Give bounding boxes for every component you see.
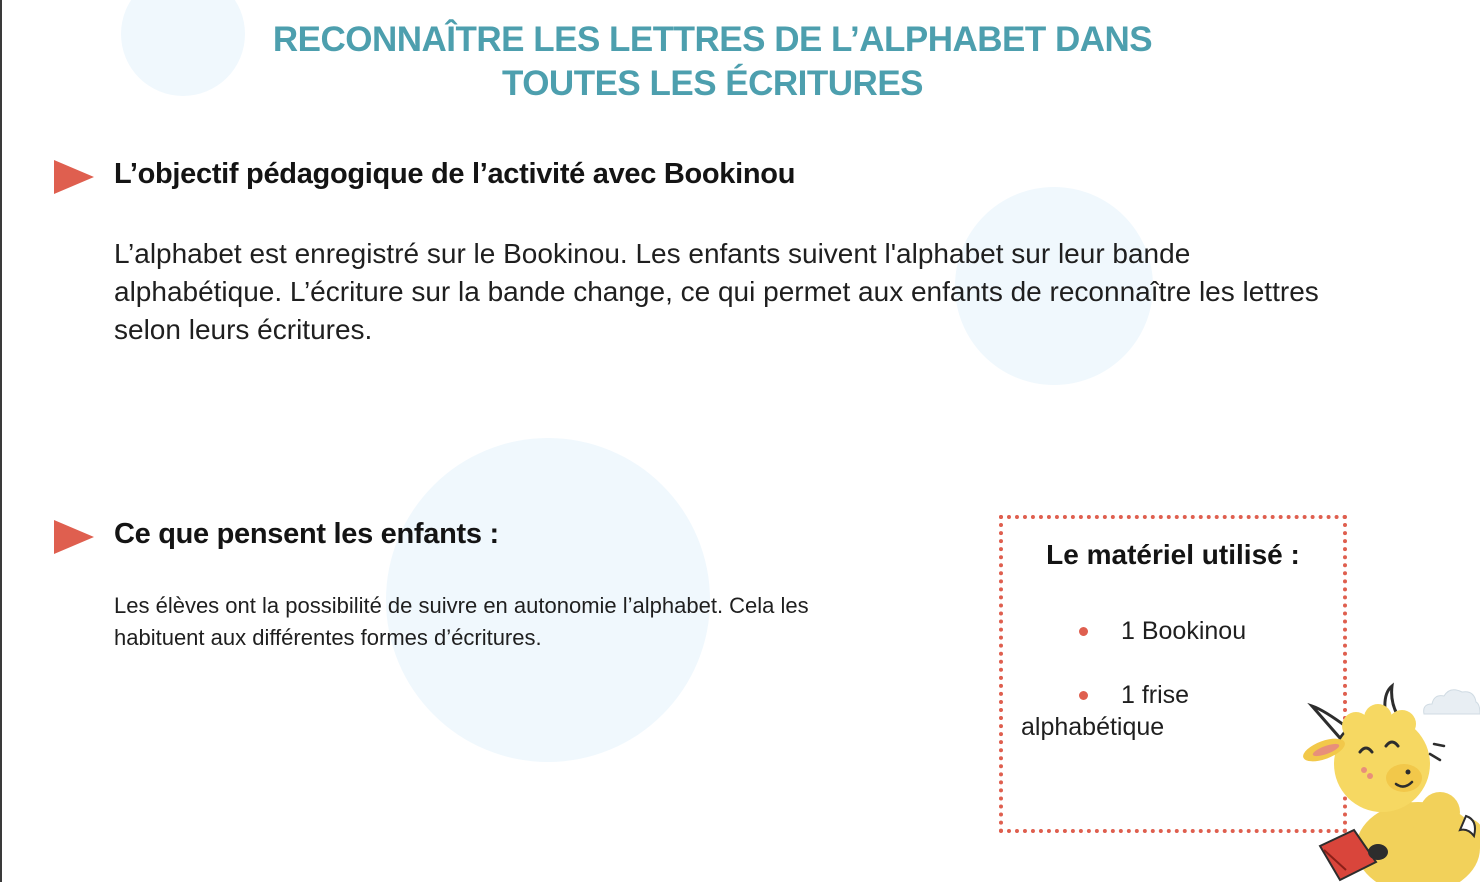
materials-title: Le matériel utilisé :: [1046, 539, 1300, 570]
bullet-dot-icon: [1079, 627, 1088, 636]
bullet-dot-icon: [1079, 691, 1088, 700]
material-label: 1 frise alphabétique: [1021, 681, 1190, 741]
page-title: [200, 18, 1225, 106]
triangle-arrow-icon: [54, 520, 94, 554]
goat-mascot-icon: [1290, 680, 1480, 882]
triangle-arrow-icon: [54, 160, 94, 194]
children-text: Les élèves ont la possibilité de suivre en autonomie l’alphabet. Cela les habituent aux différentes formes d’écritures.: [114, 593, 809, 650]
material-label: 1 Bookinou: [1121, 617, 1247, 645]
left-border: [0, 0, 2, 882]
list-item: [1003, 615, 1343, 647]
list-item: [1003, 679, 1271, 743]
page-title-line-2: TOUTES LES ÉCRITURES: [501, 64, 924, 103]
objective-text: L’alphabet est enregistré sur le Bookinou. Les enfants suivent l'alphabet sur leur bande alphabétique. L’écriture sur la bande change, ce qui permet aux enfants de reconnaître les lettres selon leurs écritures.: [114, 238, 1319, 345]
objective-heading: L’objectif pédagogique de l’activité avec Bookinou: [114, 158, 796, 190]
page-title-line-1: RECONNAÎTRE LES LETTRES DE L’ALPHABET DANS: [272, 20, 1153, 59]
children-heading: Ce que pensent les enfants :: [114, 518, 499, 550]
